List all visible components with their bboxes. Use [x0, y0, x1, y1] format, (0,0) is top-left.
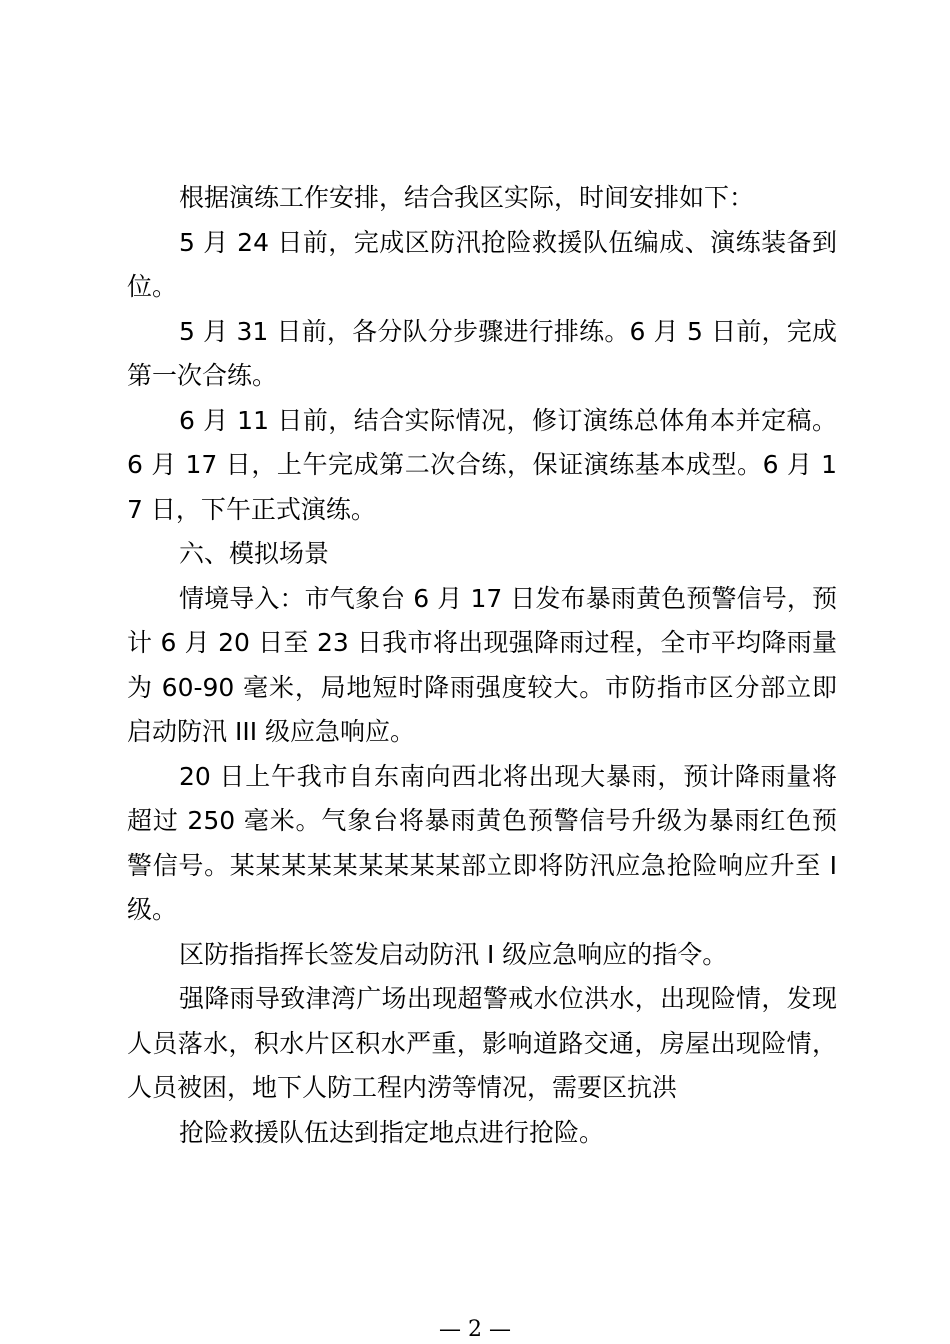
section-heading-simulated-scenario: 六、模拟场景 — [179, 539, 330, 568]
paragraph-june-11: 6 月 11 日前，结合实际情况，修订演练总体角本并定稿。6 月 17 日，上午完成第二次合练，保证演练基本成型。6 月 17 日，下午正式演练。 — [127, 405, 837, 524]
paragraph-schedule-intro: 根据演练工作安排，结合我区实际，时间安排如下： — [179, 183, 755, 212]
document-body — [127, 176, 837, 1155]
paragraph-may-24: 5 月 24 日前，完成区防汛抢险救援队伍编成、演练装备到位。 — [127, 227, 837, 301]
paragraph-heavy-rain: 20 日上午我市自东南向西北将出现大暴雨，预计降雨量将超过 250 毫米。气象台将暴雨黄色预警信号升级为暴雨红色预警信号。某某某某某某某某某部立即将防汛应急抢险响应升至 I 级。 — [127, 761, 837, 924]
paragraph-scenario-intro: 情境导入：市气象台 6 月 17 日发布暴雨黄色预警信号，预计 6 月 20 日至 23 日我市将出现强降雨过程，全市平均降雨量为 60-90 毫米，局地短时降雨强度较大。市防指市区分部立即启动防汛 III 级应急响应。 — [127, 583, 837, 746]
paragraph-command-issued: 区防指指挥长签发启动防汛 I 级应急响应的指令。 — [179, 939, 728, 969]
paragraph-rescue-dispatch: 抢险救援队伍达到指定地点进行抢险。 — [179, 1117, 605, 1147]
paragraph-may-31: 5 月 31 日前，各分队分步骤进行排练。6 月 5 日前，完成第一次合练。 — [127, 316, 837, 390]
page-number: — 2 — — [439, 1317, 511, 1342]
paragraph-flood-situation: 强降雨导致津湾广场出现超警戒水位洪水，出现险情，发现人员落水，积水片区积水严重，影响道路交通，房屋出现险情，人员被困，地下人防工程内涝等情况，需要区抗洪 — [127, 984, 837, 1102]
